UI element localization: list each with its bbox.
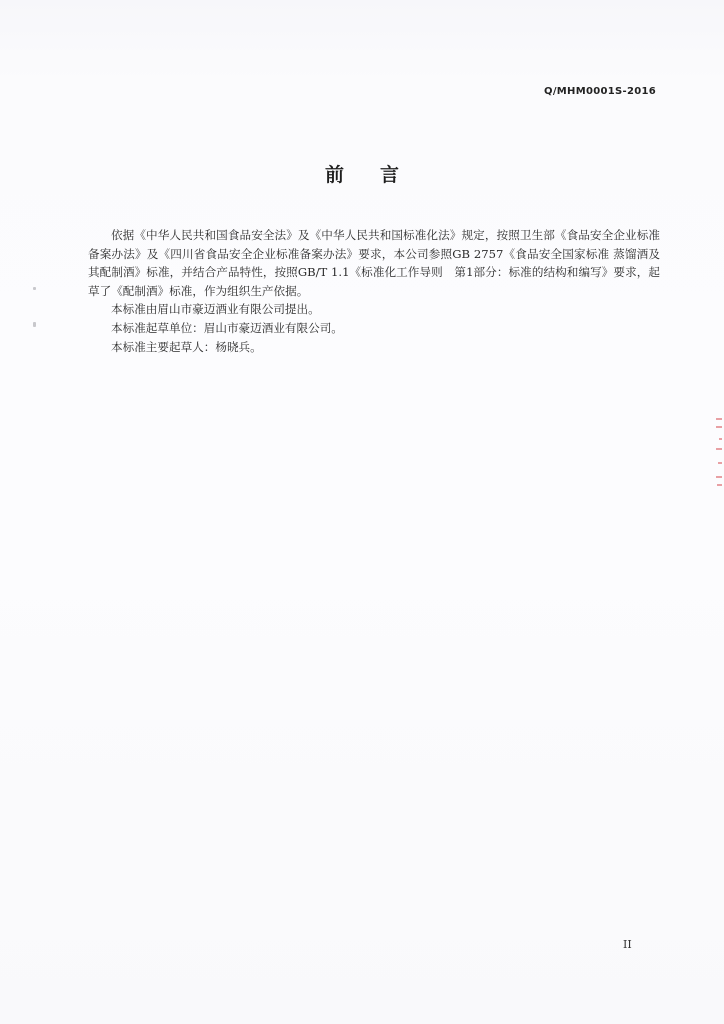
paragraph-drafter: 本标准主要起草人：杨晓兵。	[111, 339, 262, 354]
paragraph-basis: 依据《中华人民共和国食品安全法》及《中华人民共和国标准化法》规定，按照卫生部《食品安全企业标准备案办法》及《四川省食品安全企业标准备案办法》要求，本公司参照GB 2757《食品安全国家标准 蒸馏酒及其配制酒》标准，并结合产品特性，按照GB/T 1.1《标准化工作导则 第1部分：标准的结构和编写》要求，起草了《配制酒》标准，作为组织生产依据。	[88, 228, 660, 298]
page-title: 前言	[324, 164, 435, 186]
standard-code: Q/MHM0001S-2016	[544, 86, 656, 97]
paragraph-drafting-unit: 本标准起草单位：眉山市豪迈酒业有限公司。	[111, 320, 343, 335]
foreword-body	[88, 226, 660, 356]
scan-speck	[33, 322, 36, 327]
edge-stamp-mark	[714, 418, 722, 488]
page-number: II	[623, 938, 632, 951]
scan-speck	[33, 287, 36, 290]
paragraph-proposer: 本标准由眉山市豪迈酒业有限公司提出。	[111, 302, 320, 317]
